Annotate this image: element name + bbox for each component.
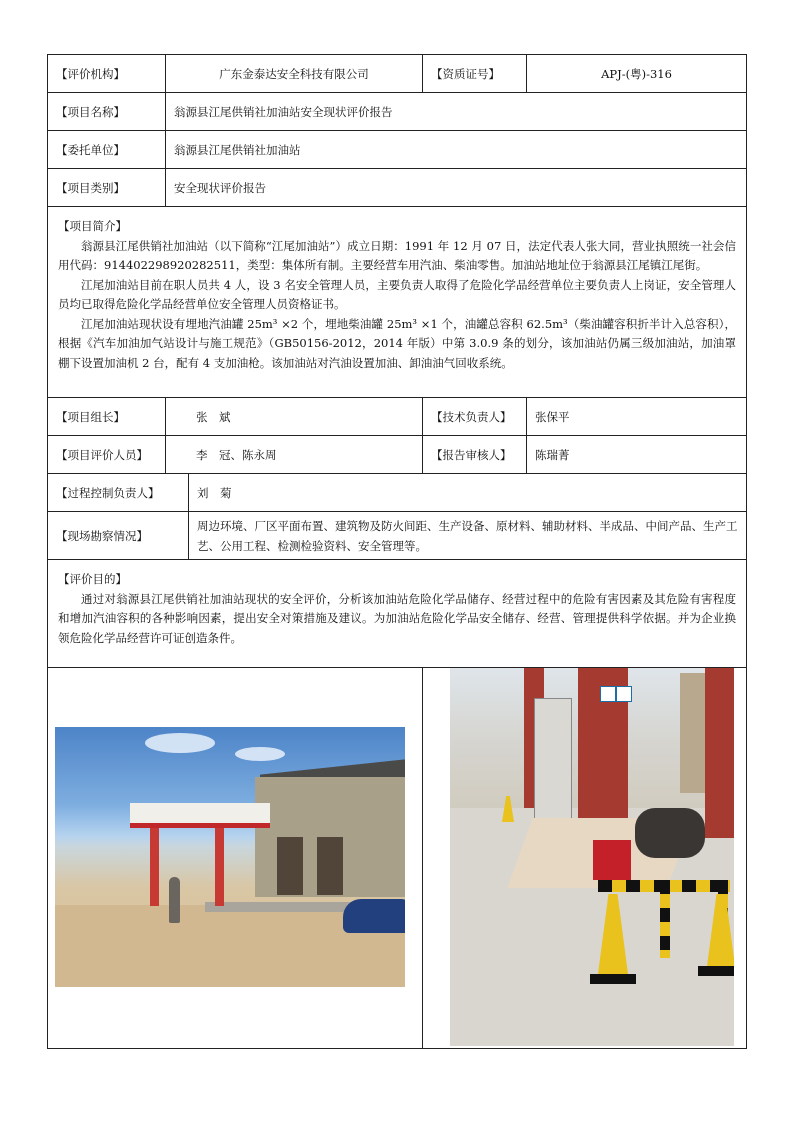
reviewer-label: 【报告审核人】 <box>423 436 527 474</box>
survey-row <box>48 512 747 560</box>
intro-title: 【项目简介】 <box>58 219 127 233</box>
type-label: 【项目类别】 <box>48 169 166 207</box>
client-row <box>48 131 747 169</box>
org-label: 【评价机构】 <box>48 55 166 93</box>
purpose-title: 【评价目的】 <box>58 572 127 586</box>
purpose-text: 通过对翁源县江尾供销社加油站现状的安全评价，分析该加油站危险化学品储存、经营过程中的危险有害因素及其危险有害程度和增加汽油容积的各种影响因素，提出安全对策措施及建议。为加油站危险化学品安全储存、经营、管理提供科学依据。并为企业换领危险化学品经营许可证创造条件。 <box>58 591 736 645</box>
purpose-row <box>48 560 747 668</box>
fuel-dispenser-photo <box>450 668 734 1046</box>
type-row <box>48 169 747 207</box>
reviewer-value: 陈瑞菁 <box>527 436 747 474</box>
photos-row <box>48 668 747 1049</box>
tech-label: 【技术负责人】 <box>423 398 527 436</box>
intro-paragraph-1: 翁源县江尾供销社加油站（以下简称“江尾加油站”）成立日期：1991 年 12 月 07 日，法定代表人张大同，营业执照统一社会信用代码：914402298920282511，类型：集体所有制。主要经营车用汽油、柴油零售。加油站地址位于翁源县江尾镇江尾街。 <box>58 238 736 272</box>
purpose-block <box>48 560 747 668</box>
intro-paragraph-2: 江尾加油站目前在职人员共 4 人，设 3 名安全管理人员，主要负责人取得了危险化学品经营单位主要负责人上岗证，安全管理人员均已取得危险化学品经营单位安全管理人员资格证书。 <box>58 277 736 311</box>
name-value: 翁源县江尾供销社加油站安全现状评价报告 <box>166 93 747 131</box>
cert-label: 【资质证号】 <box>423 55 527 93</box>
process-label: 【过程控制负责人】 <box>48 474 189 512</box>
org-value: 广东金泰达安全科技有限公司 <box>166 55 423 93</box>
intro-paragraph-3: 江尾加油站现状设有埋地汽油罐 25m³ ×2 个，埋地柴油罐 25m³ ×1 个，油罐总容积 62.5m³（柴油罐容积折半计入总容积），根据《汽车加油加气站设计与施工规范》（GB50156-2012，2014 年版）中第 3.0.9 条的划分，该加油站仍属三级加油站，加油罩棚下设置加油机 2 台，配有 4 支加油枪。该加油站对汽油设置加油、卸油油气回收系统。 <box>58 316 736 370</box>
leader-value: 张 斌 <box>166 398 423 436</box>
survey-label: 【现场勘察情况】 <box>48 512 189 560</box>
assessors-row <box>48 436 747 474</box>
gas-station-street-photo <box>55 727 405 987</box>
report-table <box>47 54 747 1049</box>
cert-value: APJ-(粤)-316 <box>527 55 747 93</box>
photo-cell-right <box>423 668 747 1049</box>
intro-row <box>48 207 747 398</box>
process-row <box>48 474 747 512</box>
report-sheet <box>47 54 746 1049</box>
photo-cell-left <box>48 668 423 1049</box>
tech-value: 张保平 <box>527 398 747 436</box>
org-row <box>48 55 747 93</box>
survey-value: 周边环境、厂区平面布置、建筑物及防火间距、生产设备、原材料、辅助材料、半成品、中间产品、生产工艺、公用工程、检测检验资料、安全管理等。 <box>189 512 747 560</box>
type-value: 安全现状评价报告 <box>166 169 747 207</box>
assessors-value: 李 冠、陈永周 <box>166 436 423 474</box>
leader-row <box>48 398 747 436</box>
client-label: 【委托单位】 <box>48 131 166 169</box>
intro-block <box>48 207 747 398</box>
name-label: 【项目名称】 <box>48 93 166 131</box>
client-value: 翁源县江尾供销社加油站 <box>166 131 747 169</box>
leader-label: 【项目组长】 <box>48 398 166 436</box>
process-value: 刘 菊 <box>189 474 747 512</box>
assessors-label: 【项目评价人员】 <box>48 436 166 474</box>
name-row <box>48 93 747 131</box>
